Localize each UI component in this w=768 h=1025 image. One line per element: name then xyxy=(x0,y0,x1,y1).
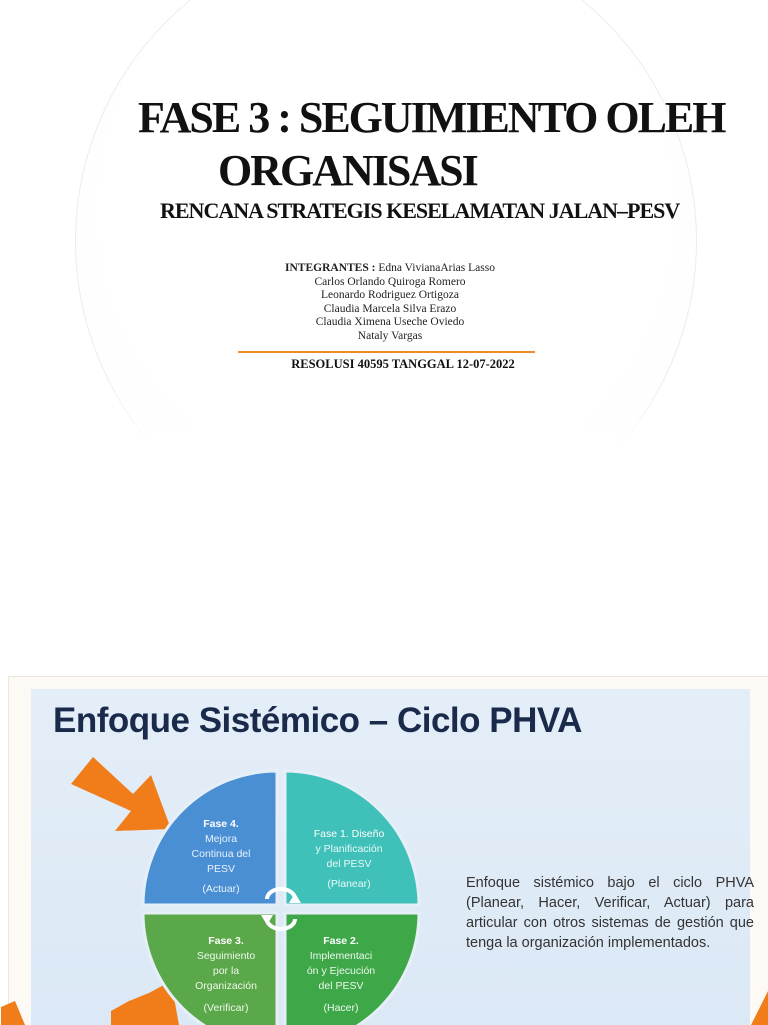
fase3-line4: Organización xyxy=(195,980,257,992)
fase2-line4: del PESV xyxy=(318,980,364,992)
member-name: Leonardo Rodriguez Ortigoza xyxy=(321,289,459,301)
fase4-line4: PESV xyxy=(206,863,236,875)
fase2-line2: Implementaci xyxy=(309,950,373,962)
phva-panel xyxy=(31,689,754,1025)
fase3-line2: Seguimiento xyxy=(196,950,256,962)
fase1-line2: y Planificación xyxy=(315,843,383,855)
resolution-text: RESOLUSI 40595 TANGGAL 12-07-2022 xyxy=(291,357,515,371)
integrantes-label: INTEGRANTES : xyxy=(285,262,376,274)
fase3-line3: por la xyxy=(212,965,240,977)
member-line xyxy=(240,262,540,276)
fase2-line5: (Hacer) xyxy=(323,1002,359,1014)
bottom-fade xyxy=(0,380,768,450)
fase3-line1: Fase 3. xyxy=(208,935,244,947)
fase1-line4: (Planear) xyxy=(327,878,371,890)
member-name: Carlos Orlando Quiroga Romero xyxy=(314,275,466,288)
members-list xyxy=(240,262,540,343)
orange-divider xyxy=(238,351,535,353)
fase3-line5: (Verificar) xyxy=(203,1002,249,1014)
corner-arrow-right-icon xyxy=(747,989,768,1025)
member-name: Nataly Vargas xyxy=(357,329,423,342)
slide-title-line1: FASE 3 : SEGUIMIENTO OLEH xyxy=(138,93,725,142)
fase2-line1: Fase 2. xyxy=(323,935,359,947)
arrow-right-icon xyxy=(71,757,171,831)
fase1-line1: Fase 1. Diseño xyxy=(313,828,385,840)
member-name: Claudia Ximena Useche Oviedo xyxy=(315,316,465,328)
fase1-line3: del PESV xyxy=(326,858,372,870)
phva-slide xyxy=(8,676,768,1025)
member-name: Edna VivianaArias Lasso xyxy=(378,262,495,274)
phva-cycle-diagram xyxy=(71,749,461,1025)
slide-title-line2: ORGANISASI xyxy=(218,146,477,195)
title-slide xyxy=(0,0,768,450)
fase4-line3: Continua del xyxy=(191,848,251,860)
slide-subtitle: RENCANA STRATEGIS KESELAMATAN JALAN–PESV xyxy=(160,198,680,223)
fase4-line1: Fase 4. xyxy=(203,818,239,830)
fase4-line5: (Actuar) xyxy=(202,883,240,895)
fase4-line2: Mejora xyxy=(204,833,238,845)
phva-description: Enfoque sistémico bajo el ciclo PHVA (Planear, Hacer, Verificar, Actuar) para articular con otros sistemas de gestión que tenga la organización implementados. xyxy=(466,875,754,951)
panel-title: Enfoque Sistémico – Ciclo PHVA xyxy=(53,701,582,740)
member-name: Claudia Marcela Silva Erazo xyxy=(323,302,457,315)
refresh-cycle-icon xyxy=(261,889,301,929)
fase2-line3: ón y Ejecución xyxy=(306,965,376,977)
corner-arrow-left-icon xyxy=(1,999,25,1025)
